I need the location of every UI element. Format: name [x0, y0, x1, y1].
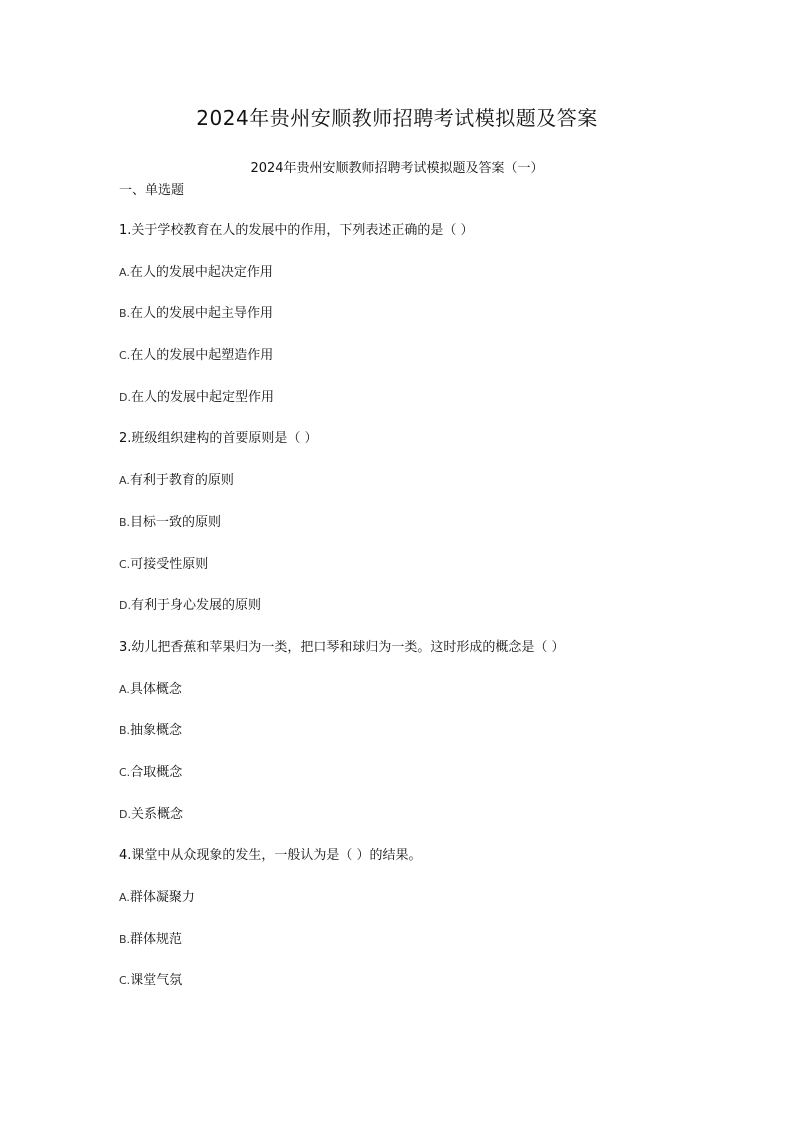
option-letter: B.: [119, 724, 131, 738]
option-letter: C.: [119, 765, 131, 779]
option-letter: B.: [119, 932, 131, 946]
option-item: [119, 263, 699, 305]
option-item: [119, 471, 699, 513]
option-letter: C.: [119, 557, 131, 571]
option-text: 在人的发展中起决定作用: [129, 264, 273, 280]
option-letter: D.: [119, 390, 131, 404]
option-letter: C.: [119, 349, 131, 363]
option-item: [119, 805, 699, 847]
option-text: 课堂气氛: [130, 973, 183, 989]
option-text: 有利于身心发展的原则: [130, 598, 261, 614]
option-text: 在人的发展中起主导作用: [130, 306, 274, 322]
option-letter: C.: [119, 974, 131, 988]
option-letter: A.: [119, 474, 130, 488]
option-item: [119, 721, 699, 763]
document-subtitle: 2024年贵州安顺教师招聘考试模拟题及答案（一）: [250, 161, 544, 176]
option-item: [119, 346, 699, 388]
option-item: [119, 930, 699, 972]
option-letter: A.: [119, 682, 130, 696]
option-text: 在人的发展中起塑造作用: [130, 348, 274, 364]
option-item: [119, 888, 699, 930]
question-stem: 3.幼儿把香蕉和苹果归为一类，把口琴和球归为一类。这时形成的概念是（ ）: [119, 639, 565, 655]
option-text: 关系概念: [130, 806, 183, 822]
option-letter: B.: [119, 515, 131, 529]
option-text: 有利于教育的原则: [129, 473, 234, 489]
question-stem: 4.课堂中从众现象的发生，一般认为是（ ）的结果。: [119, 848, 422, 864]
option-text: 可接受性原则: [130, 556, 209, 572]
option-item: [119, 388, 699, 430]
option-item: [119, 596, 699, 638]
option-text: 在人的发展中起定型作用: [130, 389, 274, 405]
option-item: [119, 555, 699, 597]
option-text: 具体概念: [129, 681, 182, 697]
question-stem: 2.班级组织建构的首要原则是（ ）: [119, 431, 318, 447]
option-letter: A.: [119, 891, 130, 904]
option-text: 群体凝聚力: [129, 890, 195, 905]
option-item: [119, 304, 699, 346]
option-text: 目标一致的原则: [130, 514, 222, 530]
option-text: 群体规范: [130, 931, 183, 947]
option-text: 合取概念: [130, 764, 183, 780]
option-letter: A.: [119, 265, 130, 279]
option-text: 抽象概念: [130, 723, 183, 739]
option-item: [119, 763, 699, 805]
section-heading: 一、单选题: [119, 183, 185, 198]
question-list: [119, 221, 699, 1013]
option-letter: D.: [119, 807, 131, 821]
option-item: [119, 513, 699, 555]
document-title: 2024年贵州安顺教师招聘考试模拟题及答案: [196, 106, 598, 130]
option-item: [119, 971, 699, 1013]
question-stem: 1.关于学校教育在人的发展中的作用，下列表述正确的是（ ）: [119, 223, 474, 238]
option-letter: D.: [119, 599, 131, 613]
option-item: [119, 680, 699, 722]
option-letter: B.: [119, 307, 131, 321]
